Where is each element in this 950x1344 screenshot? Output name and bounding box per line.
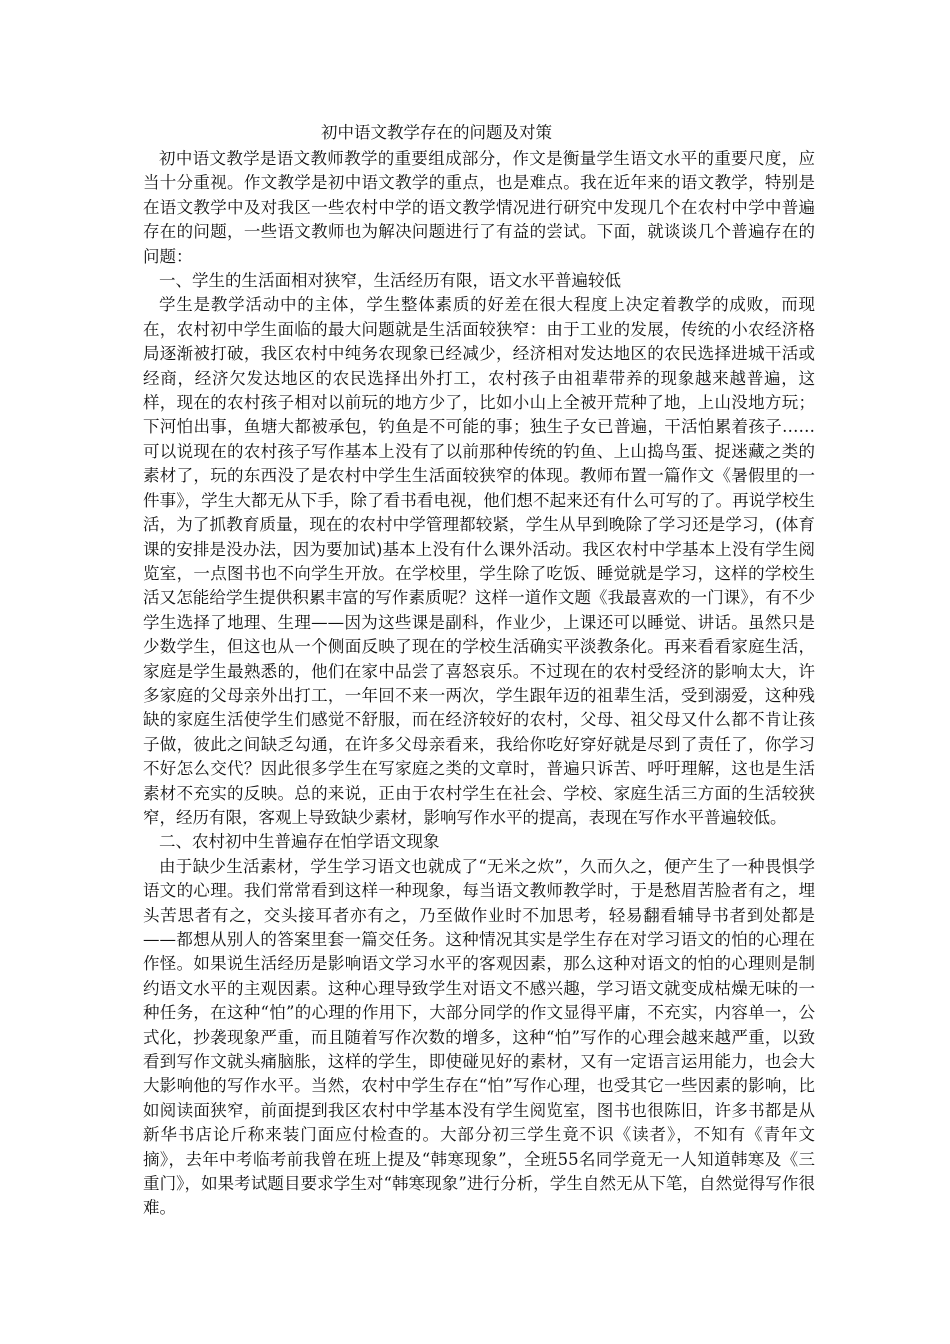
document-title: 初中语文教学存在的问题及对策 — [321, 123, 552, 142]
section-1-paragraph: 学生是教学活动中的主体，学生整体素质的好差在很大程度上决定着教学的成败，而现在，农村初中学生面临的最大问题就是生活面较狭窄：由于工业的发展，传统的小农经济格局逐渐被打破，我区农村中纯务农现象已经减少，经济相对发达地区的农民选择进城干活或经商，经济欠发达地区的农民选择出外打工，农村孩子由祖辈带养的现象越来越普遍，这样，现在的农村孩子相对以前玩的地方少了，比如小山上全被开荒种了地，上山没地方玩；下河怕出事，鱼塘大都被承包，钓鱼是不可能的事；独生子女已普遍，干活怕累着孩子……可以说现在的农村孩子写作基本上没有了以前那种传统的钓鱼、上山捣鸟蛋、捉迷藏之类的素材了，玩的东西没了是农村中学生生活面较狭窄的体现。教师布置一篇作文《暑假里的一件事》，学生大都无从下手，除了看书看电视，他们想不起来还有什么可写的了。再说学校生活，为了抓教育质量，现在的农村中学管理都较紧，学生从早到晚除了学习还是学习，(体育课的安排是没办法，因为要加试)基本上没有什么课外活动。我区农村中学基本上没有学生阅览室，一点图书也不向学生开放。在学校里，学生除了吃饭、睡觉就是学习，这样的学校生活又怎能给学生提供积累丰富的写作素质呢？这样一道作文题《我最喜欢的一门课》，有不少学生选择了地理、生理——因为这些课是副科，作业少，上课还可以睡觉、讲话。虽然只是少数学生，但这也从一个侧面反映了现在的学校生活确实平淡教条化。再来看看家庭生活，家庭是学生最熟悉的，他们在家中品尝了喜怒哀乐。不过现在的农村受经济的影响太大，许多家庭的父母亲外出打工，一年回不来一两次，学生跟年迈的祖辈生活，受到溺爱，这种残缺的家庭生活使学生们感觉不舒服，而在经济较好的农村，父母、祖父母又什么都不肯让孩子做，彼此之间缺乏勾通，在许多父母亲看来，我给你吃好穿好就是尽到了责任了，你学习不好怎么交代？因此很多学生在写家庭之类的文章时，普遍只诉苦、呼吁理解，这也是生活素材不充实的反映。总的来说，正由于农村学生在社会、学校、家庭生活三方面的生活较狭窄，经历有限，客观上导致缺少素材，影响写作水平的提高，表现在写作水平普遍较低。 — [143, 295, 815, 827]
intro-paragraph: 初中语文教学是语文教师教学的重要组成部分，作文是衡量学生语文水平的重要尺度，应当十分重视。作文教学是初中语文教学的重点，也是难点。我在近年来的语文教学，特别是在语文教学中及对我区一些农村中学的语文教学情况进行研究中发现几个在农村中学中普遍存在的问题，一些语文教师也为解决问题进行了有益的尝试。下面，就谈谈几个普遍存在的问题： — [143, 149, 815, 266]
document-body — [143, 122, 815, 1221]
section-2-heading: 二、农村初中生普遍存在怕学语文现象 — [159, 832, 440, 852]
section-2-paragraph: 由于缺少生活素材，学生学习语文也就成了“无米之炊”，久而久之，便产生了一种畏惧学语文的心理。我们常常看到这样一种现象，每当语文教师教学时，于是愁眉苦脸者有之，埋头苦思者有之，交头接耳者亦有之，乃至做作业时不加思考，轻易翻看辅导书者到处都是——都想从别人的答案里套一篇交任务。这种情况其实是学生存在对学习语文的怕的心理在作怪。如果说生活经历是影响语文学习水平的客观因素，那么这种对语文的怕的心理则是制约语文水平的主观因素。这种心理导致学生对语文不感兴趣，学习语文就变成枯燥无味的一种任务，在这种“怕”的心理的作用下，大部分同学的作文显得平庸，不充实，内容单一，公式化，抄袭现象严重，而且随着写作次数的增多，这种“怕”写作的心理会越来越严重，以致看到写作文就头痛脑胀，这样的学生，即使碰见好的素材，又有一定语言运用能力，也会大大影响他的写作水平。当然，农村中学生存在“怕”写作心理，也受其它一些因素的影响，比如阅读面狭窄，前面提到我区农村中学基本没有学生阅览室，图书也很陈旧，许多书都是从新华书店论斤称来装门面应付检查的。大部分初三学生竟不识《读者》，不知有《青年文摘》，去年中考临考前我曾在班上提及“韩寒现象”，全班55名同学竟无一人知道韩寒及《三重门》，如果考试题目要求学生对“韩寒现象”进行分析，学生自然无从下笔，自然觉得写作很难。 — [143, 856, 815, 1218]
section-1-heading: 一、学生的生活面相对狭窄，生活经历有限，语文水平普遍较低 — [159, 271, 621, 291]
